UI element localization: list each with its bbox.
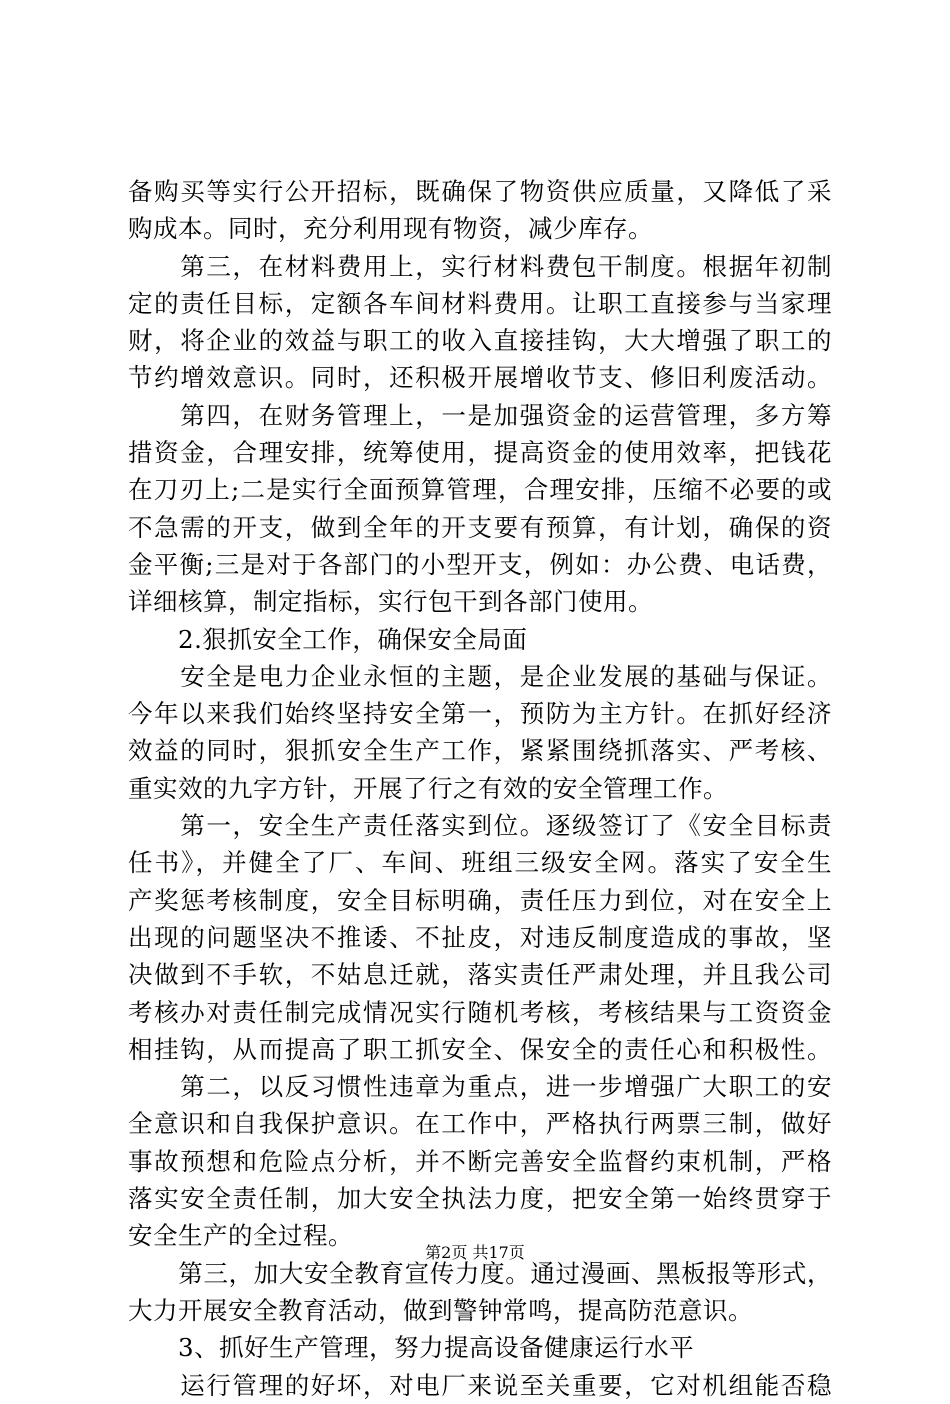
text-line: 事故预想和危险点分析，并不断完善安全监督约束机制，严格	[128, 1146, 832, 1176]
text-line: 金平衡;三是对于各部门的小型开支，例如：办公费、电话费，	[128, 549, 832, 579]
text-line: 不急需的开支，做到全年的开支要有预算，有计划，确保的资	[128, 512, 832, 542]
text-line: 第三，在材料费用上，实行材料费包干制度。根据年初制	[128, 251, 832, 281]
text-line: 重实效的九字方针，开展了行之有效的安全管理工作。	[128, 773, 728, 803]
text-line: 运行管理的好坏，对电厂来说至关重要，它对机组能否稳	[128, 1370, 832, 1400]
text-line: 第二，以反习惯性违章为重点，进一步增强广大职工的安	[128, 1072, 832, 1102]
section-heading: 3、抓好生产管理，努力提高设备健康运行水平	[128, 1333, 695, 1363]
text-line: 落实安全责任制，加大安全执法力度，把安全第一始终贯穿于	[128, 1184, 832, 1214]
text-line: 出现的问题坚决不推诿、不扯皮，对违反制度造成的事故，坚	[128, 922, 832, 952]
text-line: 第四，在财务管理上，一是加强资金的运营管理，多方筹	[128, 400, 832, 430]
text-line: 财，将企业的效益与职工的收入直接挂钩，大大增强了职工的	[128, 326, 832, 356]
page-number-footer: 第2页 共17页	[425, 1243, 525, 1262]
text-line: 安全是电力企业永恒的主题，是企业发展的基础与保证。	[128, 661, 832, 691]
text-line: 定的责任目标，定额各车间材料费用。让职工直接参与当家理	[128, 288, 832, 318]
section-heading: 2.狠抓安全工作，确保安全局面	[128, 624, 528, 654]
text-line: 考核办对责任制完成情况实行随机考核，考核结果与工资资金	[128, 997, 832, 1027]
text-line: 相挂钩，从而提高了职工抓安全、保安全的责任心和积极性。	[128, 1034, 832, 1064]
text-line: 措资金，合理安排，统筹使用，提高资金的使用效率，把钱花	[128, 438, 832, 468]
text-line: 效益的同时，狠抓安全生产工作，紧紧围绕抓落实、严考核、	[128, 736, 832, 766]
text-line: 第一，安全生产责任落实到位。逐级签订了《安全目标责	[128, 811, 832, 841]
text-line: 安全生产的全过程。	[128, 1221, 353, 1251]
text-line: 今年以来我们始终坚持安全第一，预防为主方针。在抓好经济	[128, 699, 832, 729]
text-line: 节约增效意识。同时，还积极开展增收节支、修旧利废活动。	[128, 363, 832, 393]
text-line: 全意识和自我保护意识。在工作中，严格执行两票三制，做好	[128, 1109, 832, 1139]
text-line: 在刀刃上;二是实行全面预算管理，合理安排，压缩不必要的或	[128, 475, 832, 505]
text-line: 第三，加大安全教育宣传力度。通过漫画、黑板报等形式，	[128, 1258, 832, 1288]
text-line: 产奖惩考核制度，安全目标明确，责任压力到位，对在安全上	[128, 885, 832, 915]
body-text	[128, 173, 832, 1404]
text-line: 决做到不手软，不姑息迁就，落实责任严肃处理，并且我公司	[128, 960, 832, 990]
text-line: 任书》，并健全了厂、车间、班组三级安全网。落实了安全生	[128, 848, 832, 878]
text-line: 备购买等实行公开招标，既确保了物资供应质量，又降低了采	[128, 177, 832, 206]
text-line: 大力开展安全教育活动，做到警钟常鸣，提高防范意识。	[128, 1295, 753, 1325]
text-line: 购成本。同时，充分利用现有物资，减少库存。	[128, 214, 653, 244]
text-line: 详细核算，制定指标，实行包干到各部门使用。	[128, 587, 653, 617]
